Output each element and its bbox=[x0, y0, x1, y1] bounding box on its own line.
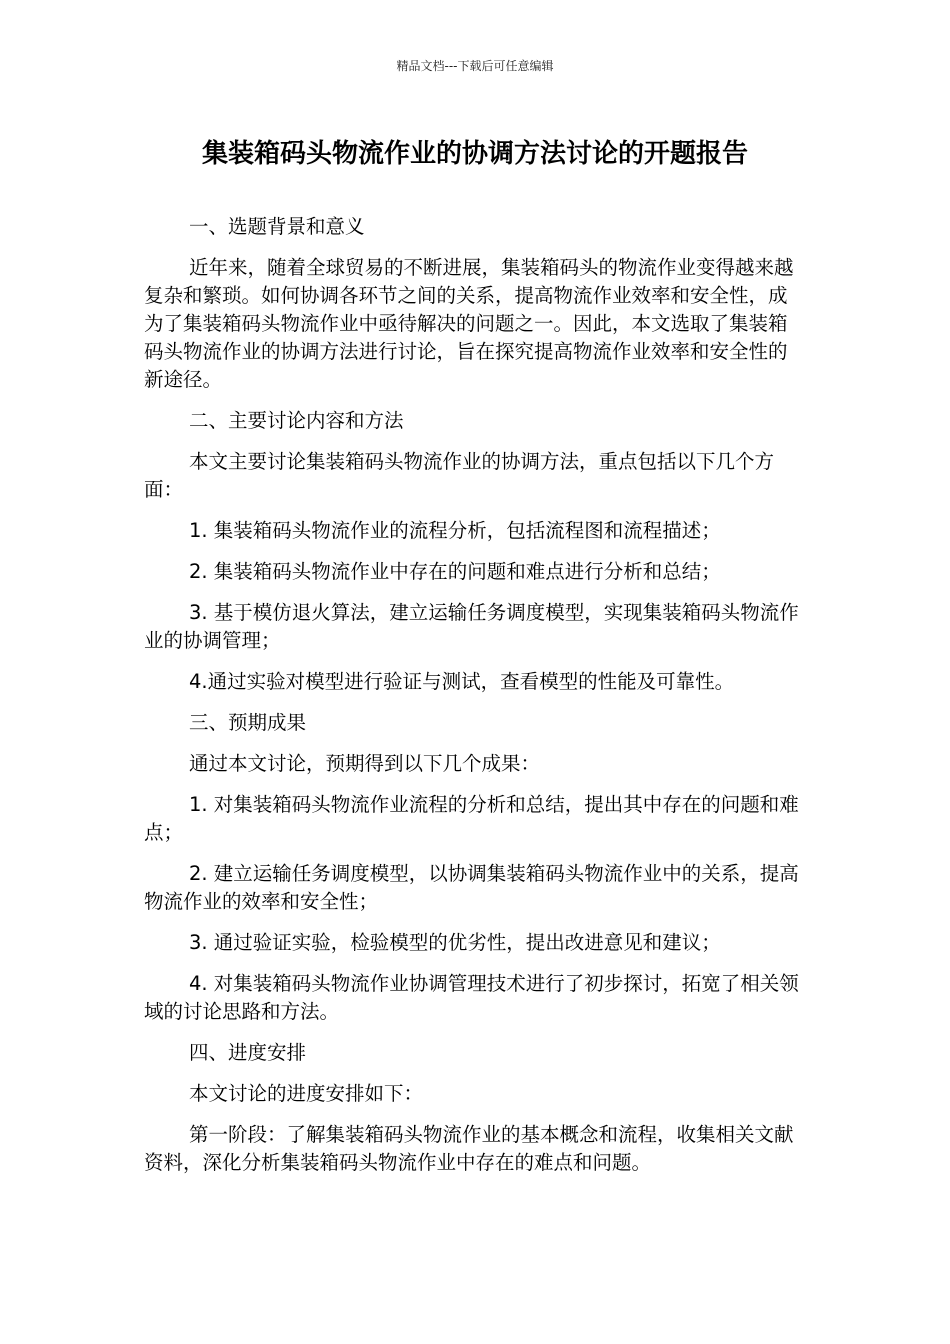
list-item-content-4: 4.通过实验对模型进行验证与测试，查看模型的性能及可靠性。 bbox=[189, 670, 735, 693]
document-title: 集装箱码头物流作业的协调方法讨论的开题报告 bbox=[201, 139, 748, 169]
paragraph-background: 近年来，随着全球贸易的不断进展，集装箱码头的物流作业变得越来越复杂和繁琐。如何协调各环节之间的关系，提高物流作业效率和安全性，成为了集装箱码头物流作业中亟待解决的问题之一。因此，本文选取了集装箱码头物流作业的协调方法进行讨论，旨在探究提高物流作业效率和安全性的新途径。 bbox=[144, 256, 794, 391]
section-heading-expected-results: 三、预期成果 bbox=[189, 711, 307, 734]
paragraph-results-intro: 通过本文讨论，预期得到以下几个成果： bbox=[189, 752, 541, 775]
paragraph-schedule-stage-1: 第一阶段：了解集装箱码头物流作业的基本概念和流程，收集相关文献资料，深化分析集装箱码头物流作业中存在的难点和问题。 bbox=[144, 1123, 794, 1174]
list-item-content-3: 3. 基于模仿退火算法，建立运输任务调度模型，实现集装箱码头物流作业的协调管理； bbox=[144, 601, 799, 652]
list-item-result-3: 3. 通过验证实验，检验模型的优劣性，提出改进意见和建议； bbox=[189, 931, 721, 954]
list-item-result-2: 2. 建立运输任务调度模型，以协调集装箱码头物流作业中的关系，提高物流作业的效率和安全性； bbox=[144, 862, 799, 913]
list-item-content-2: 2. 集装箱码头物流作业中存在的问题和难点进行分析和总结； bbox=[189, 560, 721, 583]
paragraph-content-intro: 本文主要讨论集装箱码头物流作业的协调方法，重点包括以下几个方面： bbox=[144, 450, 775, 501]
document-body bbox=[144, 213, 800, 1190]
header-note: 精品文档---下载后可任意编辑 bbox=[396, 59, 554, 73]
section-heading-schedule: 四、进度安排 bbox=[189, 1041, 307, 1064]
list-item-content-1: 1. 集装箱码头物流作业的流程分析，包括流程图和流程描述； bbox=[189, 519, 721, 542]
paragraph-schedule-intro: 本文讨论的进度安排如下： bbox=[189, 1082, 424, 1105]
list-item-result-4: 4. 对集装箱码头物流作业协调管理技术进行了初步探讨，拓宽了相关领域的讨论思路和方法。 bbox=[144, 972, 799, 1023]
section-heading-content-methods: 二、主要讨论内容和方法 bbox=[189, 409, 404, 432]
list-item-result-1: 1. 对集装箱码头物流作业流程的分析和总结，提出其中存在的问题和难点； bbox=[144, 793, 799, 844]
section-heading-background: 一、选题背景和意义 bbox=[189, 215, 365, 238]
